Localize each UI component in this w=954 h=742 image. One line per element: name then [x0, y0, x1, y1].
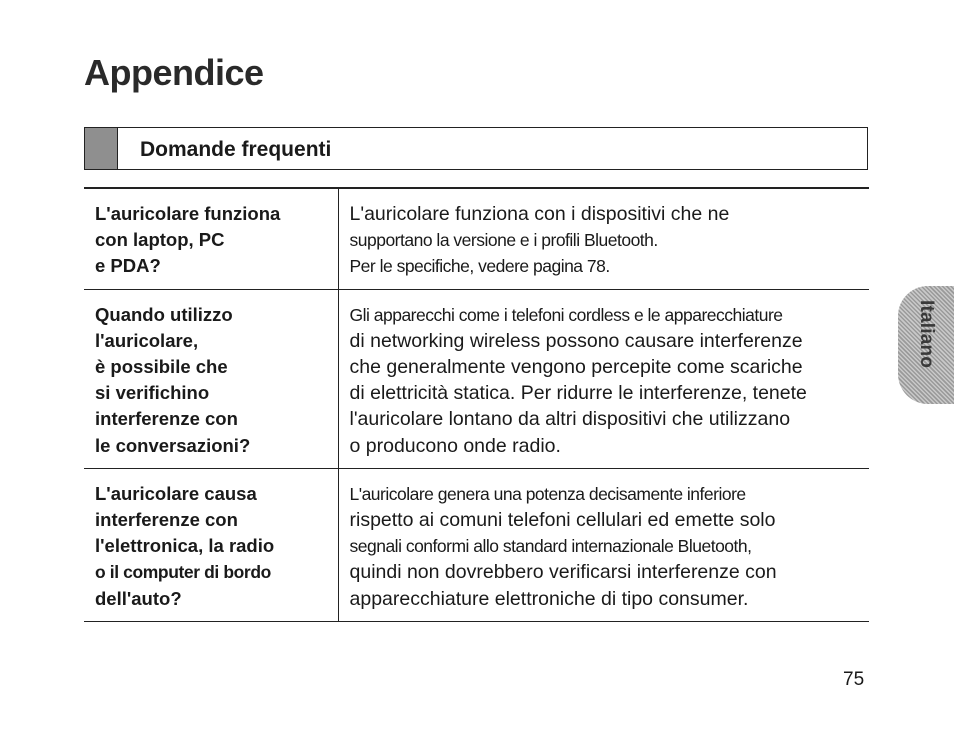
question-line: l'auricolare,: [95, 329, 199, 351]
answer-line: di networking wireless possono causare interferenze: [349, 329, 803, 352]
answer-line: o producono onde radio.: [349, 434, 561, 457]
question-line: interferenze con: [95, 408, 238, 430]
question-line: si verifichino: [95, 382, 210, 404]
section-marker: [85, 128, 118, 169]
faq-table: [84, 187, 869, 622]
answer-line: quindi non dovrebbero verificarsi interferenze con: [349, 561, 777, 584]
question-line: l'elettronica, la radio: [95, 535, 275, 557]
faq-question: [84, 289, 338, 468]
faq-answer: [338, 289, 869, 468]
answer-line: Per le specifiche, vedere pagina 78.: [349, 256, 610, 277]
answer-line: L'auricolare funziona con i dispositivi che ne: [349, 203, 730, 225]
question-line: L'auricolare causa: [95, 482, 257, 504]
answer-line: supportano la versione e i profili Bluetooth.: [349, 230, 658, 251]
language-tab-label: Italiano: [916, 300, 937, 369]
page-title: Appendice: [84, 52, 264, 93]
answer-line: che generalmente vengono percepite come scariche: [349, 356, 803, 379]
answer-line: L'auricolare genera una potenza decisamente inferiore: [349, 483, 746, 504]
faq-question: [84, 188, 338, 289]
question-line: Quando utilizzo: [95, 303, 233, 325]
answer-line: l'auricolare lontano da altri dispositivi che utilizzano: [349, 408, 791, 431]
question-line: le conversazioni?: [95, 434, 251, 456]
faq-answer: [338, 468, 869, 621]
section-header: [84, 127, 868, 170]
faq-question: [84, 468, 338, 621]
question-line: e PDA?: [95, 255, 161, 277]
language-side-tab: [898, 286, 954, 404]
question-line: è possibile che: [95, 356, 228, 378]
question-line: L'auricolare funziona: [95, 203, 281, 224]
faq-row: [84, 468, 869, 621]
faq-answer: [338, 188, 869, 289]
question-line: con laptop, PC: [95, 229, 225, 251]
section-title: Domande frequenti: [140, 138, 332, 161]
answer-line: di elettricità statica. Per ridurre le interferenze, tenete: [349, 382, 807, 405]
answer-line: apparecchiature elettroniche di tipo consumer.: [349, 587, 749, 610]
answer-line: Gli apparecchi come i telefoni cordless e le apparecchiature: [349, 304, 783, 325]
answer-line: segnali conformi allo standard internazionale Bluetooth,: [349, 536, 752, 557]
faq-row: [84, 188, 869, 289]
page-number: 75: [843, 669, 865, 690]
faq-row: [84, 289, 869, 468]
question-line: dell'auto?: [95, 587, 182, 609]
answer-line: rispetto ai comuni telefoni cellulari ed emette solo: [349, 509, 776, 532]
question-line: interferenze con: [95, 509, 238, 531]
question-line: o il computer di bordo: [95, 562, 271, 583]
